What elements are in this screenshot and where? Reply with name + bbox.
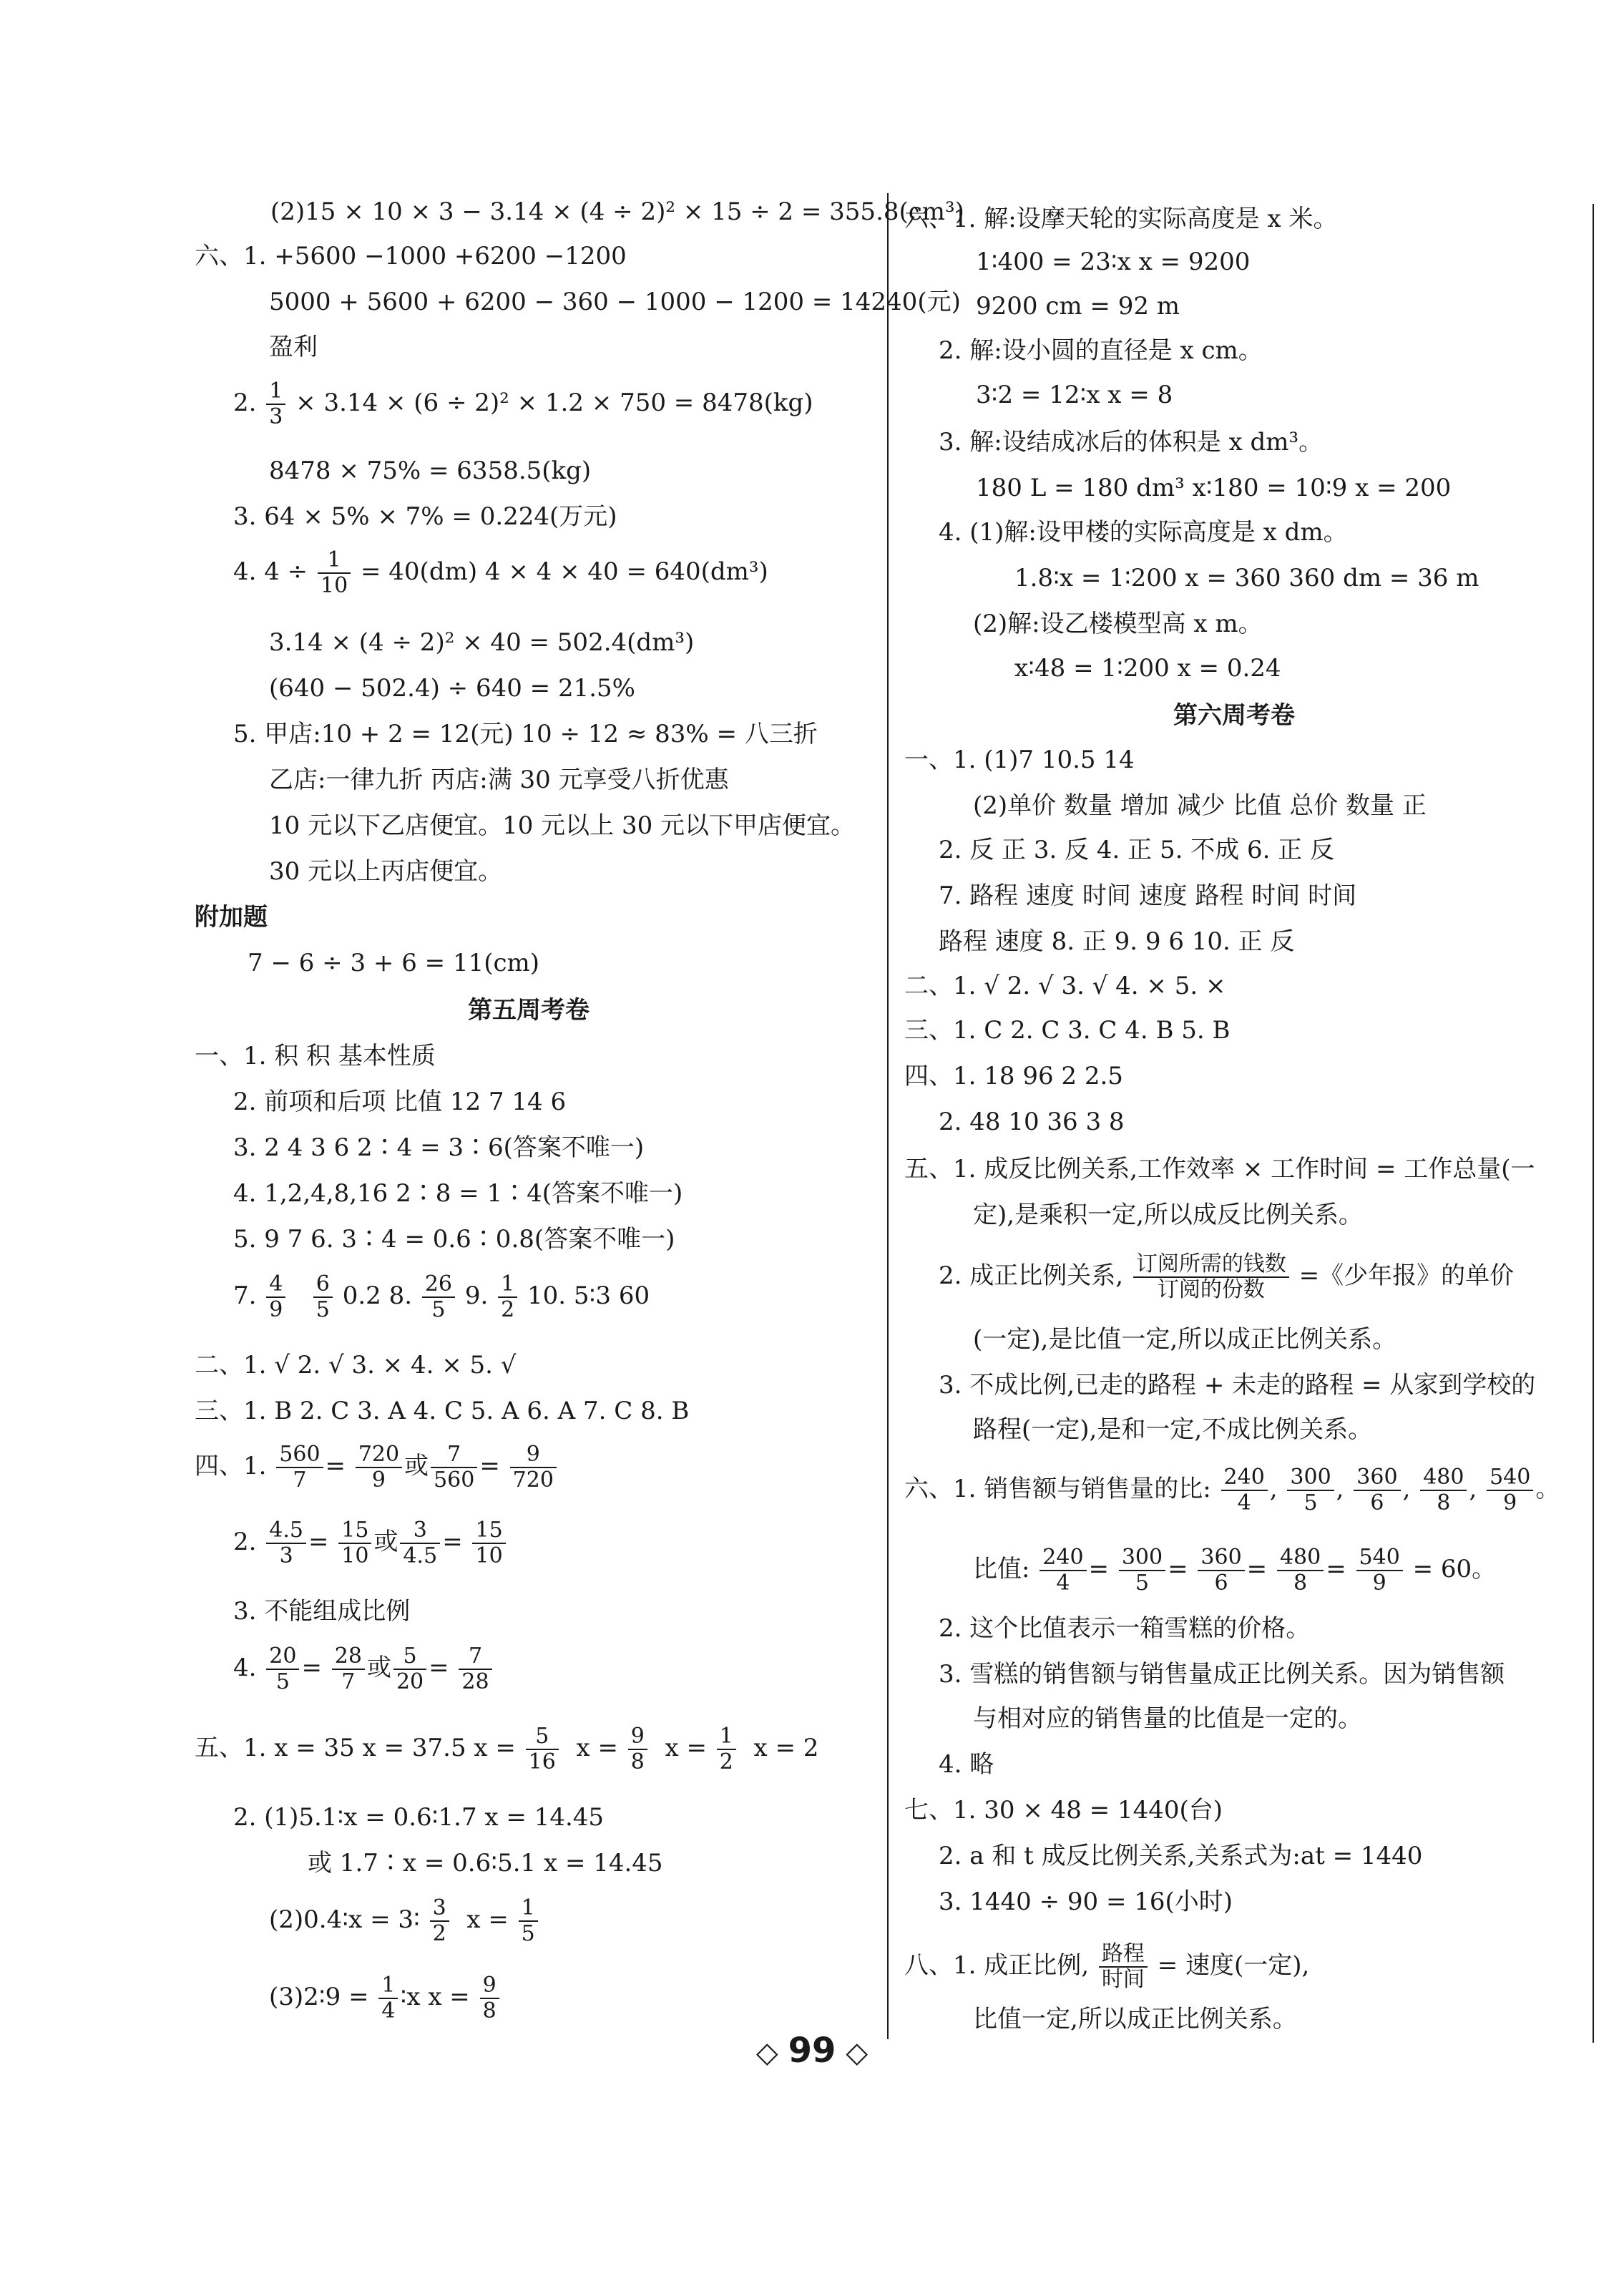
fraction: $\frac{20}{5}$	[266, 1644, 299, 1694]
answer-line: 三、1. C 2. C 3. C 4. B 5. B	[904, 1016, 1231, 1045]
week5-title: 第五周考卷	[468, 996, 590, 1025]
fraction: $\frac{\text{订阅所需的钱数}}{\text{订阅的份数}}$	[1133, 1252, 1289, 1302]
answer-line: 3.14 × (4 ÷ 2)² × 40 = 502.4(dm³)	[269, 628, 695, 657]
answer-line: 7 − 6 ÷ 3 + 6 = 11(cm)	[248, 949, 540, 977]
fraction: $\frac{480}{8}$	[1277, 1545, 1324, 1596]
page-footer	[0, 2031, 1624, 2071]
answer-line: 2. $\frac{1}{3}$ × 3.14 × (6 ÷ 2)² × 1.2 × 750 = 8478(kg)	[233, 378, 813, 429]
answer-line: 2. 前项和后项 比值 12 7 14 6	[233, 1088, 567, 1116]
answer-line: 二、1. √ 2. √ 3. × 4. × 5. √	[195, 1351, 517, 1379]
answer-line: 8478 × 75% = 6358.5(kg)	[269, 456, 592, 485]
fraction: $\frac{9}{8}$	[628, 1724, 647, 1774]
answer-line: 3. 雪糕的销售额与销售量成正比例关系。因为销售额	[939, 1660, 1505, 1689]
fraction: $\frac{1}{2}$	[717, 1724, 736, 1774]
answer-line: 五、1. 成反比例关系,工作效率 × 工作时间 = 工作总量(一	[904, 1155, 1535, 1183]
fraction: $\frac{5}{20}$	[393, 1644, 426, 1694]
fraction: $\frac{1}{5}$	[519, 1896, 538, 1946]
answer-line: 4. 略	[939, 1750, 994, 1779]
fraction: $\frac{7}{560}$	[431, 1442, 477, 1493]
bonus-heading: 附加题	[195, 903, 268, 932]
answer-line: 3. 2 4 3 6 2∶4 = 3∶6(答案不唯一)	[233, 1133, 645, 1162]
answer-line: 2. (1)5.1∶x = 0.6∶1.7 x = 14.45	[233, 1803, 605, 1832]
answer-line: 5000 + 5600 + 6200 − 360 − 1000 − 1200 = 14240(元)	[269, 288, 961, 316]
fraction: $\frac{540}{9}$	[1487, 1465, 1533, 1515]
fraction: $\frac{360}{6}$	[1354, 1465, 1400, 1515]
answer-line: 比值: $\frac{240}{4}$ = $\frac{300}{5}$ = $\frac{360}{6}$ = $\frac{480}{8}$ = $\frac{540}{9}$ = 60。	[973, 1545, 1497, 1596]
answer-line: 一、1. 积 积 基本性质	[195, 1042, 436, 1070]
answer-line: 2. $\frac{4.5}{3}$ = $\frac{15}{10}$ 或 $\frac{3}{4.5}$ = $\frac{15}{10}$	[233, 1518, 508, 1568]
answer-line: (640 − 502.4) ÷ 640 = 21.5%	[269, 674, 635, 703]
week6-title: 第六周考卷	[1173, 701, 1295, 730]
fraction: $\frac{240}{4}$	[1040, 1545, 1086, 1596]
fraction: $\frac{1}{10}$	[318, 548, 351, 598]
fraction: $\frac{560}{7}$	[276, 1442, 323, 1493]
fraction: $\frac{4.5}{3}$	[266, 1518, 306, 1568]
answer-line: 180 L = 180 dm³ x∶180 = 10∶9 x = 200	[976, 474, 1452, 502]
answer-line: 1.8∶x = 1∶200 x = 360 360 dm = 36 m	[1014, 564, 1479, 592]
fraction: $\frac{9}{8}$	[480, 1973, 499, 2023]
answer-line: 4. 1,2,4,8,16 2∶8 = 1∶4(答案不唯一)	[233, 1179, 683, 1208]
fraction: $\frac{300}{5}$	[1287, 1465, 1334, 1515]
answer-line: 路程 速度 8. 正 9. 9 6 10. 正 反	[939, 927, 1295, 956]
answer-line: 二、1. √ 2. √ 3. √ 4. × 5. ×	[904, 972, 1226, 1000]
answer-line: (2)解:设乙楼模型高 x m。	[973, 610, 1263, 638]
fraction: $\frac{1}{3}$	[266, 379, 285, 429]
fraction: $\frac{\text{路程}}{\text{时间}}$	[1099, 1942, 1148, 1992]
fraction: $\frac{300}{5}$	[1119, 1545, 1165, 1596]
right-margin-rule	[1593, 204, 1594, 2043]
answer-line: 2. 这个比值表示一箱雪糕的价格。	[939, 1614, 1311, 1643]
answer-line: 八、1. 成正比例, $\frac{\text{路程}}{\text{时间}}$ = 速度(一定),	[904, 1941, 1310, 1992]
fraction: $\frac{9}{720}$	[510, 1442, 557, 1493]
fraction: $\frac{4}{9}$	[266, 1272, 285, 1322]
answer-line: 3. 不能组成比例	[233, 1597, 411, 1626]
answer-line: 七、1. 30 × 48 = 1440(台)	[904, 1796, 1223, 1825]
answer-line: (2)单价 数量 增加 减少 比值 总价 数量 正	[973, 791, 1427, 820]
fraction: $\frac{6}{5}$	[313, 1272, 333, 1322]
fraction: $\frac{240}{4}$	[1221, 1465, 1268, 1515]
answer-line: 盈利	[269, 333, 318, 361]
answer-line: 路程(一定),是和一定,不成比例关系。	[973, 1415, 1373, 1444]
fraction: $\frac{28}{7}$	[332, 1644, 365, 1694]
page-number: 99	[788, 2031, 836, 2071]
fraction: $\frac{7}{28}$	[459, 1644, 491, 1694]
answer-line: 2. 反 正 3. 反 4. 正 5. 不成 6. 正 反	[939, 836, 1335, 864]
answer-line: 1∶400 = 23∶x x = 9200	[976, 248, 1251, 276]
diamond-left-icon: ◇	[755, 2036, 778, 2069]
answer-line: 5. 甲店:10 + 2 = 12(元) 10 ÷ 12 ≈ 83% = 八三折	[233, 720, 818, 748]
answer-line: 与相对应的销售量的比值是一定的。	[973, 1704, 1362, 1733]
answer-line: 9200 cm = 92 m	[976, 292, 1180, 321]
fraction: $\frac{3}{4.5}$	[400, 1518, 440, 1568]
fraction: $\frac{15}{10}$	[338, 1518, 371, 1568]
diamond-right-icon: ◇	[846, 2036, 869, 2069]
answer-line: 5. 9 7 6. 3∶4 = 0.6∶0.8(答案不唯一)	[233, 1225, 675, 1254]
section-heading: 六、1. +5600 −1000 +6200 −1200	[195, 242, 627, 270]
fraction: $\frac{1}{2}$	[498, 1272, 517, 1322]
answer-line: 比值一定,所以成正比例关系。	[973, 2005, 1297, 2033]
fraction: $\frac{720}{9}$	[356, 1442, 402, 1493]
answer-line: 2. 48 10 36 3 8	[939, 1108, 1125, 1136]
answer-line: 4. 4 ÷ $\frac{1}{10}$ = 40(dm) 4 × 4 × 40 = 640(dm³)	[233, 547, 768, 598]
answer-line: (3)2∶9 = $\frac{1}{4}$ ∶x x = $\frac{9}{8}$	[269, 1973, 502, 2023]
fraction: $\frac{3}{2}$	[430, 1896, 449, 1946]
fraction: $\frac{26}{5}$	[422, 1272, 455, 1322]
fraction: $\frac{1}{4}$	[378, 1973, 398, 2023]
answer-line: 三、1. B 2. C 3. A 4. C 5. A 6. A 7. C 8. B	[195, 1397, 690, 1425]
answer-line: 五、1. x = 35 x = 37.5 x = $\frac{5}{16}$ x = $\frac{9}{8}$ x = $\frac{1}{2}$ x = 2	[195, 1724, 819, 1774]
answer-line: 四、1. $\frac{560}{7}$ = $\frac{720}{9}$ 或 $\frac{7}{560}$ = $\frac{9}{720}$	[195, 1442, 559, 1493]
answer-line: 3∶2 = 12∶x x = 8	[976, 381, 1173, 409]
answer-line: 30 元以上丙店便宜。	[269, 857, 503, 886]
answer-line: 定),是乘积一定,所以成反比例关系。	[973, 1201, 1363, 1229]
answer-line: 六、1. 销售额与销售量的比: $\frac{240}{4}$ , $\frac{300}{5}$ , $\frac{360}{6}$ , $\frac{480}{8}$ , $\frac{540}{9}$ 。	[904, 1465, 1560, 1515]
answer-line: 4. $\frac{20}{5}$ = $\frac{28}{7}$ 或 $\frac{5}{20}$ = $\frac{7}{28}$	[233, 1644, 494, 1694]
answer-line: 4. (1)解:设甲楼的实际高度是 x dm。	[939, 518, 1348, 547]
answer-line: 一、1. (1)7 10.5 14	[904, 746, 1135, 774]
fraction: $\frac{360}{6}$	[1198, 1545, 1244, 1596]
answer-line: x∶48 = 1∶200 x = 0.24	[1014, 654, 1281, 683]
column-divider	[887, 193, 889, 2039]
answer-line: 7. 路程 速度 时间 速度 路程 时间 时间	[939, 881, 1357, 910]
answer-line: 3. 1440 ÷ 90 = 16(小时)	[939, 1887, 1233, 1916]
answer-line: 10 元以下乙店便宜。10 元以上 30 元以下甲店便宜。	[269, 811, 856, 840]
answer-line: 六、1. 解:设摩天轮的实际高度是 x 米。	[904, 205, 1338, 233]
answer-line: 四、1. 18 96 2 2.5	[904, 1062, 1123, 1090]
fraction: $\frac{480}{8}$	[1420, 1465, 1467, 1515]
fraction: $\frac{540}{9}$	[1356, 1545, 1403, 1596]
answer-line: (2)0.4∶x = 3∶ $\frac{3}{2}$ x = $\frac{1}{5}$	[269, 1896, 540, 1946]
fraction: $\frac{15}{10}$	[472, 1518, 505, 1568]
answer-line: 2. 解:设小圆的直径是 x cm。	[939, 336, 1263, 365]
answer-line: (一定),是比值一定,所以成正比例关系。	[973, 1325, 1397, 1354]
answer-line: 3. 解:设结成冰后的体积是 x dm³。	[939, 428, 1324, 456]
answer-line: (2)15 × 10 × 3 − 3.14 × (4 ÷ 2)² × 15 ÷ 2 = 355.8(cm³)	[270, 197, 964, 226]
answer-line: 3. 不成比例,已走的路程 + 未走的路程 = 从家到学校的	[939, 1371, 1536, 1400]
answer-line: 乙店:一律九折 丙店:满 30 元享受八折优惠	[269, 766, 729, 794]
answer-line: 3. 64 × 5% × 7% = 0.224(万元)	[233, 502, 617, 531]
answer-line: 2. 成正比例关系, $\frac{\text{订阅所需的钱数}}{\text{订阅的份数}}$ =《少年报》的单价	[939, 1251, 1515, 1302]
answer-line: 或 1.7∶x = 0.6∶5.1 x = 14.45	[308, 1849, 663, 1877]
fraction: $\frac{5}{16}$	[526, 1724, 559, 1774]
answer-line: 7. $\frac{4}{9}$ $\frac{6}{5}$ 0.2 8. $\frac{26}{5}$ 9. $\frac{1}{2}$ 10. 5∶3 60	[233, 1271, 650, 1322]
answer-line: 2. a 和 t 成反比例关系,关系式为:at = 1440	[939, 1842, 1423, 1870]
